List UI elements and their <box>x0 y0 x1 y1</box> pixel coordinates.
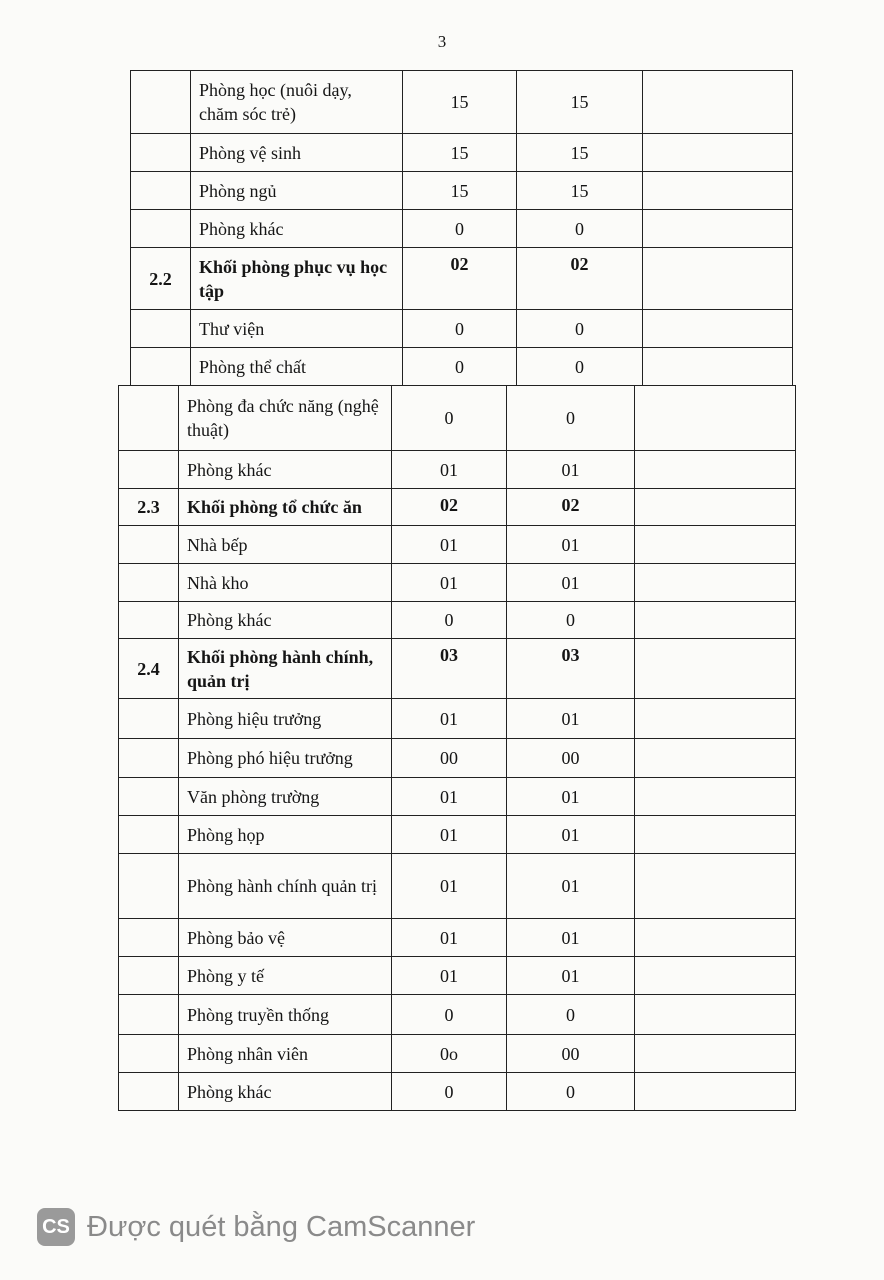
notes-cell <box>635 451 796 489</box>
count-cell-1: 0 <box>392 386 507 451</box>
table-row <box>119 957 796 995</box>
section-number-cell <box>131 71 191 134</box>
count-cell-1: 15 <box>403 134 517 172</box>
section-number-cell <box>119 602 179 639</box>
notes-cell <box>635 639 796 699</box>
section-row <box>119 639 796 699</box>
section-number-cell: 2.3 <box>119 489 179 526</box>
camscanner-logo-icon: CS <box>37 1208 75 1246</box>
section-number-cell <box>119 1035 179 1073</box>
room-name-cell: Phòng khác <box>191 210 403 248</box>
section-number-cell <box>119 957 179 995</box>
room-name-cell: Phòng khác <box>179 1073 392 1111</box>
section-number-cell <box>131 310 191 348</box>
count-cell-2: 0 <box>507 995 635 1035</box>
count-cell-2: 15 <box>517 71 643 134</box>
notes-cell <box>635 699 796 739</box>
count-cell-1: 01 <box>392 778 507 816</box>
table-row <box>131 71 793 134</box>
room-name-cell: Khối phòng tổ chức ăn <box>179 489 392 526</box>
room-name-cell: Phòng truyền thống <box>179 995 392 1035</box>
room-name-cell: Phòng học (nuôi dạy, chăm sóc trẻ) <box>191 71 403 134</box>
section-number-cell <box>131 210 191 248</box>
section-number-cell: 2.2 <box>131 248 191 310</box>
room-name-cell: Phòng hiệu trưởng <box>179 699 392 739</box>
table-row <box>119 386 796 451</box>
table-row <box>131 172 793 210</box>
section-number-cell <box>119 699 179 739</box>
count-cell-1: 0o <box>392 1035 507 1073</box>
notes-cell <box>635 526 796 564</box>
count-cell-2: 01 <box>507 816 635 854</box>
notes-cell <box>643 348 793 386</box>
notes-cell <box>635 489 796 526</box>
count-cell-2: 00 <box>507 1035 635 1073</box>
count-cell-1: 03 <box>392 639 507 699</box>
count-cell-2: 02 <box>507 489 635 526</box>
room-name-cell: Khối phòng hành chính, quản trị <box>179 639 392 699</box>
facilities-table-top <box>130 70 793 386</box>
table-row <box>119 1035 796 1073</box>
table-row <box>119 778 796 816</box>
room-name-cell: Phòng y tế <box>179 957 392 995</box>
notes-cell <box>643 248 793 310</box>
count-cell-2: 0 <box>517 310 643 348</box>
room-name-cell: Phòng đa chức năng (nghệ thuật) <box>179 386 392 451</box>
section-number-cell <box>119 816 179 854</box>
section-number-cell <box>131 348 191 386</box>
section-number-cell <box>131 172 191 210</box>
camscanner-watermark <box>37 1208 475 1246</box>
section-number-cell <box>119 995 179 1035</box>
count-cell-1: 01 <box>392 816 507 854</box>
count-cell-1: 0 <box>392 995 507 1035</box>
table-row <box>119 699 796 739</box>
notes-cell <box>635 957 796 995</box>
count-cell-1: 00 <box>392 739 507 778</box>
table-row <box>119 451 796 489</box>
notes-cell <box>643 210 793 248</box>
section-number-cell <box>119 1073 179 1111</box>
section-number-cell <box>119 919 179 957</box>
room-name-cell: Phòng khác <box>179 602 392 639</box>
count-cell-1: 01 <box>392 919 507 957</box>
table-row <box>119 526 796 564</box>
count-cell-2: 01 <box>507 451 635 489</box>
room-name-cell: Nhà kho <box>179 564 392 602</box>
section-row <box>131 248 793 310</box>
count-cell-1: 15 <box>403 71 517 134</box>
table-row <box>131 310 793 348</box>
table-row <box>119 602 796 639</box>
room-name-cell: Phòng thể chất <box>191 348 403 386</box>
section-number-cell <box>119 386 179 451</box>
notes-cell <box>635 778 796 816</box>
page-number: 3 <box>437 32 447 51</box>
notes-cell <box>635 564 796 602</box>
section-number-cell <box>119 526 179 564</box>
count-cell-1: 01 <box>392 526 507 564</box>
count-cell-2: 0 <box>517 348 643 386</box>
count-cell-1: 01 <box>392 564 507 602</box>
section-number-cell: 2.4 <box>119 639 179 699</box>
notes-cell <box>643 172 793 210</box>
count-cell-1: 0 <box>403 210 517 248</box>
table-row <box>131 348 793 386</box>
room-name-cell: Phòng ngủ <box>191 172 403 210</box>
room-name-cell: Phòng vệ sinh <box>191 134 403 172</box>
count-cell-2: 01 <box>507 564 635 602</box>
count-cell-2: 15 <box>517 172 643 210</box>
notes-cell <box>635 995 796 1035</box>
count-cell-2: 01 <box>507 699 635 739</box>
section-number-cell <box>131 134 191 172</box>
notes-cell <box>635 919 796 957</box>
notes-cell <box>635 854 796 919</box>
count-cell-2: 01 <box>507 919 635 957</box>
section-number-cell <box>119 564 179 602</box>
room-name-cell: Khối phòng phục vụ học tập <box>191 248 403 310</box>
count-cell-1: 02 <box>392 489 507 526</box>
table-row <box>119 564 796 602</box>
notes-cell <box>643 134 793 172</box>
count-cell-2: 01 <box>507 526 635 564</box>
section-number-cell <box>119 778 179 816</box>
notes-cell <box>635 816 796 854</box>
watermark-text: Được quét bằng CamScanner <box>87 1210 476 1243</box>
count-cell-2: 0 <box>507 1073 635 1111</box>
section-number-cell <box>119 739 179 778</box>
count-cell-2: 0 <box>507 386 635 451</box>
count-cell-1: 01 <box>392 957 507 995</box>
room-name-cell: Phòng bảo vệ <box>179 919 392 957</box>
count-cell-1: 01 <box>392 854 507 919</box>
table-row <box>119 919 796 957</box>
count-cell-1: 02 <box>403 248 517 310</box>
count-cell-2: 01 <box>507 778 635 816</box>
count-cell-1: 0 <box>403 348 517 386</box>
notes-cell <box>635 1073 796 1111</box>
count-cell-2: 03 <box>507 639 635 699</box>
table-row <box>119 1073 796 1111</box>
count-cell-2: 0 <box>507 602 635 639</box>
count-cell-1: 15 <box>403 172 517 210</box>
room-name-cell: Văn phòng trường <box>179 778 392 816</box>
count-cell-1: 0 <box>392 602 507 639</box>
notes-cell <box>635 1035 796 1073</box>
count-cell-1: 0 <box>403 310 517 348</box>
section-number-cell <box>119 854 179 919</box>
count-cell-2: 15 <box>517 134 643 172</box>
count-cell-2: 01 <box>507 854 635 919</box>
room-name-cell: Phòng phó hiệu trưởng <box>179 739 392 778</box>
facilities-table-bottom <box>118 385 796 1111</box>
room-name-cell: Phòng nhân viên <box>179 1035 392 1073</box>
table-row <box>119 995 796 1035</box>
room-name-cell: Thư viện <box>191 310 403 348</box>
table-row <box>119 816 796 854</box>
notes-cell <box>643 310 793 348</box>
table-row <box>131 134 793 172</box>
room-name-cell: Phòng hành chính quản trị <box>179 854 392 919</box>
section-row <box>119 489 796 526</box>
table-row <box>131 210 793 248</box>
count-cell-2: 01 <box>507 957 635 995</box>
count-cell-1: 0 <box>392 1073 507 1111</box>
notes-cell <box>635 386 796 451</box>
count-cell-2: 0 <box>517 210 643 248</box>
room-name-cell: Phòng họp <box>179 816 392 854</box>
room-name-cell: Nhà bếp <box>179 526 392 564</box>
notes-cell <box>635 739 796 778</box>
count-cell-2: 02 <box>517 248 643 310</box>
room-name-cell: Phòng khác <box>179 451 392 489</box>
table-row <box>119 739 796 778</box>
count-cell-1: 01 <box>392 699 507 739</box>
section-number-cell <box>119 451 179 489</box>
count-cell-1: 01 <box>392 451 507 489</box>
count-cell-2: 00 <box>507 739 635 778</box>
notes-cell <box>643 71 793 134</box>
table-row <box>119 854 796 919</box>
notes-cell <box>635 602 796 639</box>
